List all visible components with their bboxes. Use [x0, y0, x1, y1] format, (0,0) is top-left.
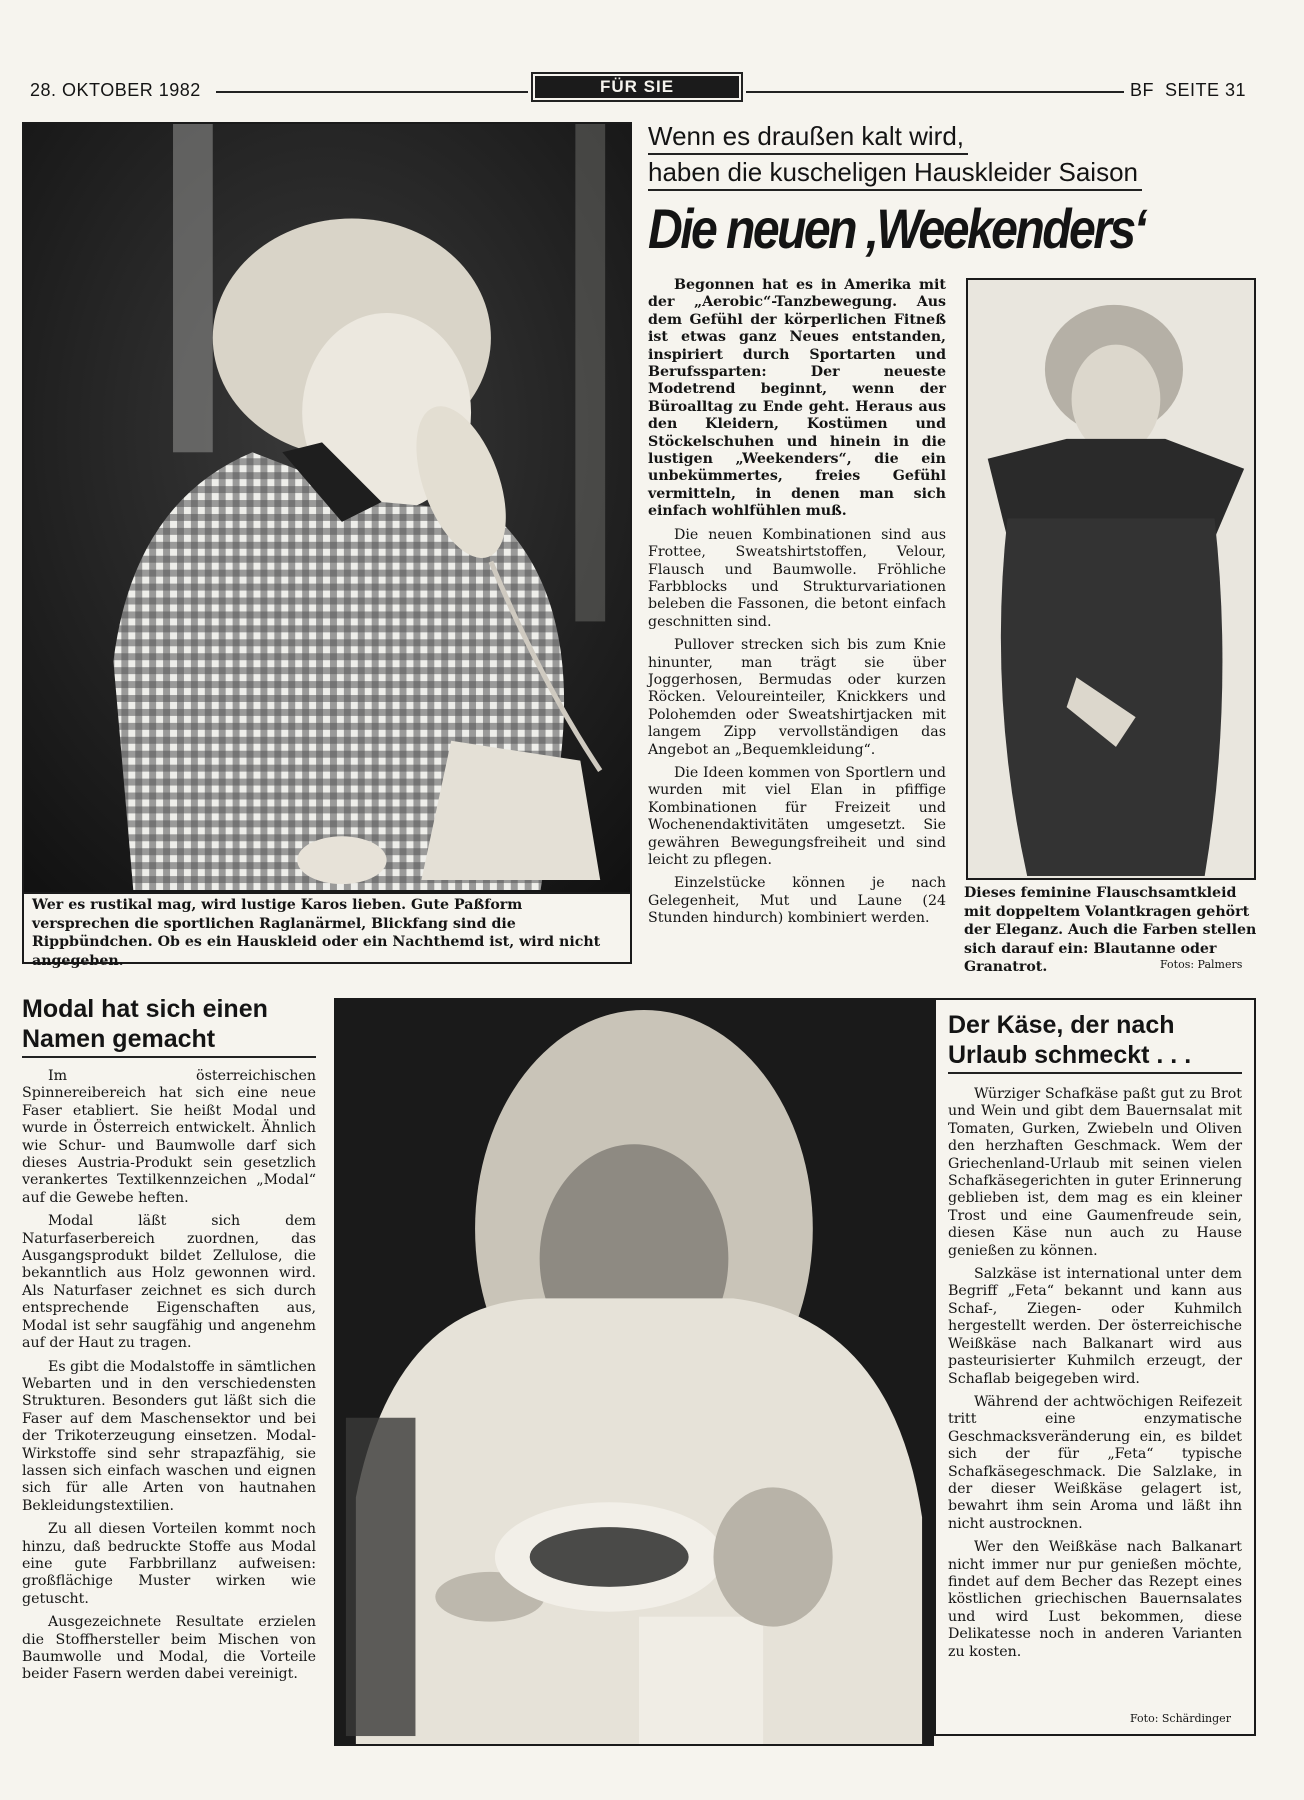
photo-gingham-dress-image: [24, 124, 630, 892]
main-paragraph-1: Begonnen hat es in Amerika mit der „Aerobic“-Tanzbewegung. Aus dem Gefühl der körperlichen Fitneß ist etwas ganz Neues entstanden, inspiriert durch Sportarten und Berufssparten: Der neueste Modetrend beginnt, wenn der Büroalltag zu Ende geht. Heraus aus den Kleidern, Kostümen und Stöckelschuhen und hinein in die lustigen „Weekenders“, die ein unbekümmertes, freies Gefühl vermitteln, in denen man sich einfach wohlfühlen muß.: [648, 277, 946, 520]
cheese-headline-line-1: Der Käse, der nach: [948, 1011, 1175, 1039]
section-label: [531, 72, 743, 102]
cheese-paragraph-4: Wer den Weißkäse nach Balkanart nicht immer nur pur genießen möchte, findet auf dem Becher das Rezept eines köstlichen griechischen Bauernsalates und wird Lust bekommen, diese Delikatesse noch in anderen Varianten zu kosten.: [948, 1539, 1242, 1660]
cheese-headline-line-2: Urlaub schmeckt . . .: [948, 1041, 1192, 1069]
modal-article-body: [22, 1068, 316, 1684]
issue-date: 28. OKTOBER 1982: [30, 80, 201, 100]
modal-paragraph-2: Modal läßt sich dem Naturfaserbereich zuordnen, das Ausgangsprodukt bildet Zellulose, die bekanntlich aus Holz gewonnen wird. Als Naturfaser zeichnet es sich durch entsprechende Eigenschaften aus, Modal ist sehr saugfähig und angenehm auf der Haut zu tragen.: [22, 1213, 316, 1352]
modal-headline-line-2: Namen gemacht: [22, 1025, 216, 1053]
kicker-line-1: Wenn es draußen kalt wird,: [648, 119, 968, 155]
main-paragraph-3: Pullover strecken sich bis zum Knie hinunter, man trägt sie über Joggerhosen, Bermudas oder kurzen Röcken. Veloureinteiler, Knickkers und Polohemden oder Sweatshirtjacken mit langem Zipp vervollständigen das Angebot an „Bequemkleidung“.: [648, 637, 946, 758]
credit-schaerdinger: Foto: Schärdinger: [1130, 1712, 1231, 1725]
photo-velvet-dress: [966, 278, 1256, 880]
photo-velvet-dress-image: [968, 280, 1254, 878]
kicker: [648, 119, 1258, 191]
cheese-article-body: [948, 1086, 1242, 1661]
caption-gingham: Wer es rustikal mag, wird lustige Karos lieben. Gute Paßform versprechen die sportlichen Raglanärmel, Blickfang sind die Rippbündchen. Ob es ein Hauskleid oder ein Nachthemd ist, wird nicht angegeben.: [22, 892, 632, 964]
modal-paragraph-5: Ausgezeichnete Resultate erzielen die Stoffhersteller beim Mischen von Baumwolle und Modal, die Vorteile beider Fasern werden dabei vereinigt.: [22, 1614, 316, 1683]
photo-gingham-dress: [22, 122, 632, 894]
modal-headline-line-1: Modal hat sich einen: [22, 995, 268, 1023]
header-rule-right: [746, 91, 1124, 93]
photo-cheese-salad-image: [336, 1000, 932, 1744]
cheese-headline: [948, 1010, 1242, 1074]
main-article-body: [648, 277, 946, 928]
main-headline: Die neuen ‚Weekenders‘: [648, 197, 1145, 260]
cheese-paragraph-3: Während der achtwöchigen Reifezeit tritt eine enzymatische Geschmacksveränderung ein, es bildet sich der für „Feta“ typische Schafkäsegeschmack. Die Salzlake, in der dieser Weißkäse gelagert ist, bewahrt ihm sein Aroma und läßt ihn nicht austrocknen.: [948, 1393, 1242, 1532]
main-paragraph-5: Einzelstücke können je nach Gelegenheit, Mut und Laune (24 Stunden hindurch) kombiniert werden.: [648, 875, 946, 927]
kicker-line-2: haben die kuscheligen Hauskleider Saison: [648, 155, 1142, 191]
photo-cheese-salad: [334, 998, 934, 1746]
cheese-paragraph-1: Würziger Schafkäse paßt gut zu Brot und Wein und gibt dem Bauernsalat mit Tomaten, Gurken, Zwiebeln und Oliven den herzhaften Geschmack. Wem der Griechenland-Urlaub mit seinen vielen Schafkäsegerichten in guter Erinnerung geblieben ist, dem mag es ein kleiner Trost und eine Gaumenfreude sein, diesen Käse nun auch zu Hause genießen zu können.: [948, 1086, 1242, 1259]
main-paragraph-2: Die neuen Kombinationen sind aus Frottee, Sweatshirtstoffen, Velour, Flausch und Baumwolle. Fröhliche Farbblocks und Strukturvariationen beleben die Fassonen, die betont einfach geschnitten sind.: [648, 526, 946, 630]
modal-headline: [22, 994, 316, 1058]
header-rule-left: [216, 91, 528, 93]
section-label-text: FÜR SIE: [535, 76, 739, 98]
caption-velvet: Dieses feminine Flauschsamtkleid mit doppeltem Volantkragen gehört der Eleganz. Auch die Farben stellen sich darauf ein: Blautanne oder Granatrot.: [964, 885, 1257, 975]
main-paragraph-4: Die Ideen kommen von Sportlern und wurden mit viel Elan in pfiffige Kombinationen für Freizeit und Wochenendaktivitäten umgesetzt. Sie gewähren Bewegungsfreiheit und sind leicht zu pflegen.: [648, 764, 946, 868]
modal-paragraph-1: Im österreichischen Spinnereibereich hat sich eine neue Faser etabliert. Sie heißt Modal und wurde in Österreich entwickelt. Ähnlich wie Schur- und Baumwolle darf sich dieses Austria-Produkt sein gesetzlich verankertes Textilkennzeichen „Modal“ auf die Gewebe heften.: [22, 1068, 316, 1206]
modal-paragraph-4: Zu all diesen Vorteilen kommt noch hinzu, daß bedruckte Stoffe aus Modal eine gute Farbbrillanz aufweisen: großflächige Muster wirken wie getuscht.: [22, 1521, 316, 1607]
modal-paragraph-3: Es gibt die Modalstoffe in sämtlichen Webarten und in den verschiedensten Strukturen. Besonders gut läßt sich die Faser auf dem Maschensektor und bei der Trikoterzeugung einsetzen. Modal-Wirkstoffe sind sehr strapazfähig, sie lassen sich einfach waschen und eignen sich für alle Arten von hautnahen Bekleidungstextilien.: [22, 1358, 317, 1514]
page-number: BF SEITE 31: [1130, 80, 1247, 100]
cheese-paragraph-2: Salzkäse ist international unter dem Begriff „Feta“ bekannt und kann aus Schaf-, Ziegen- oder Kuhmilch hergestellt werden. Der österreichische Weißkäse nach Balkanart wird aus pasteurisierter Kuhmilch erzeugt, der Schaflab beigegeben wird.: [948, 1266, 1242, 1387]
credit-palmers: Fotos: Palmers: [1160, 958, 1243, 971]
